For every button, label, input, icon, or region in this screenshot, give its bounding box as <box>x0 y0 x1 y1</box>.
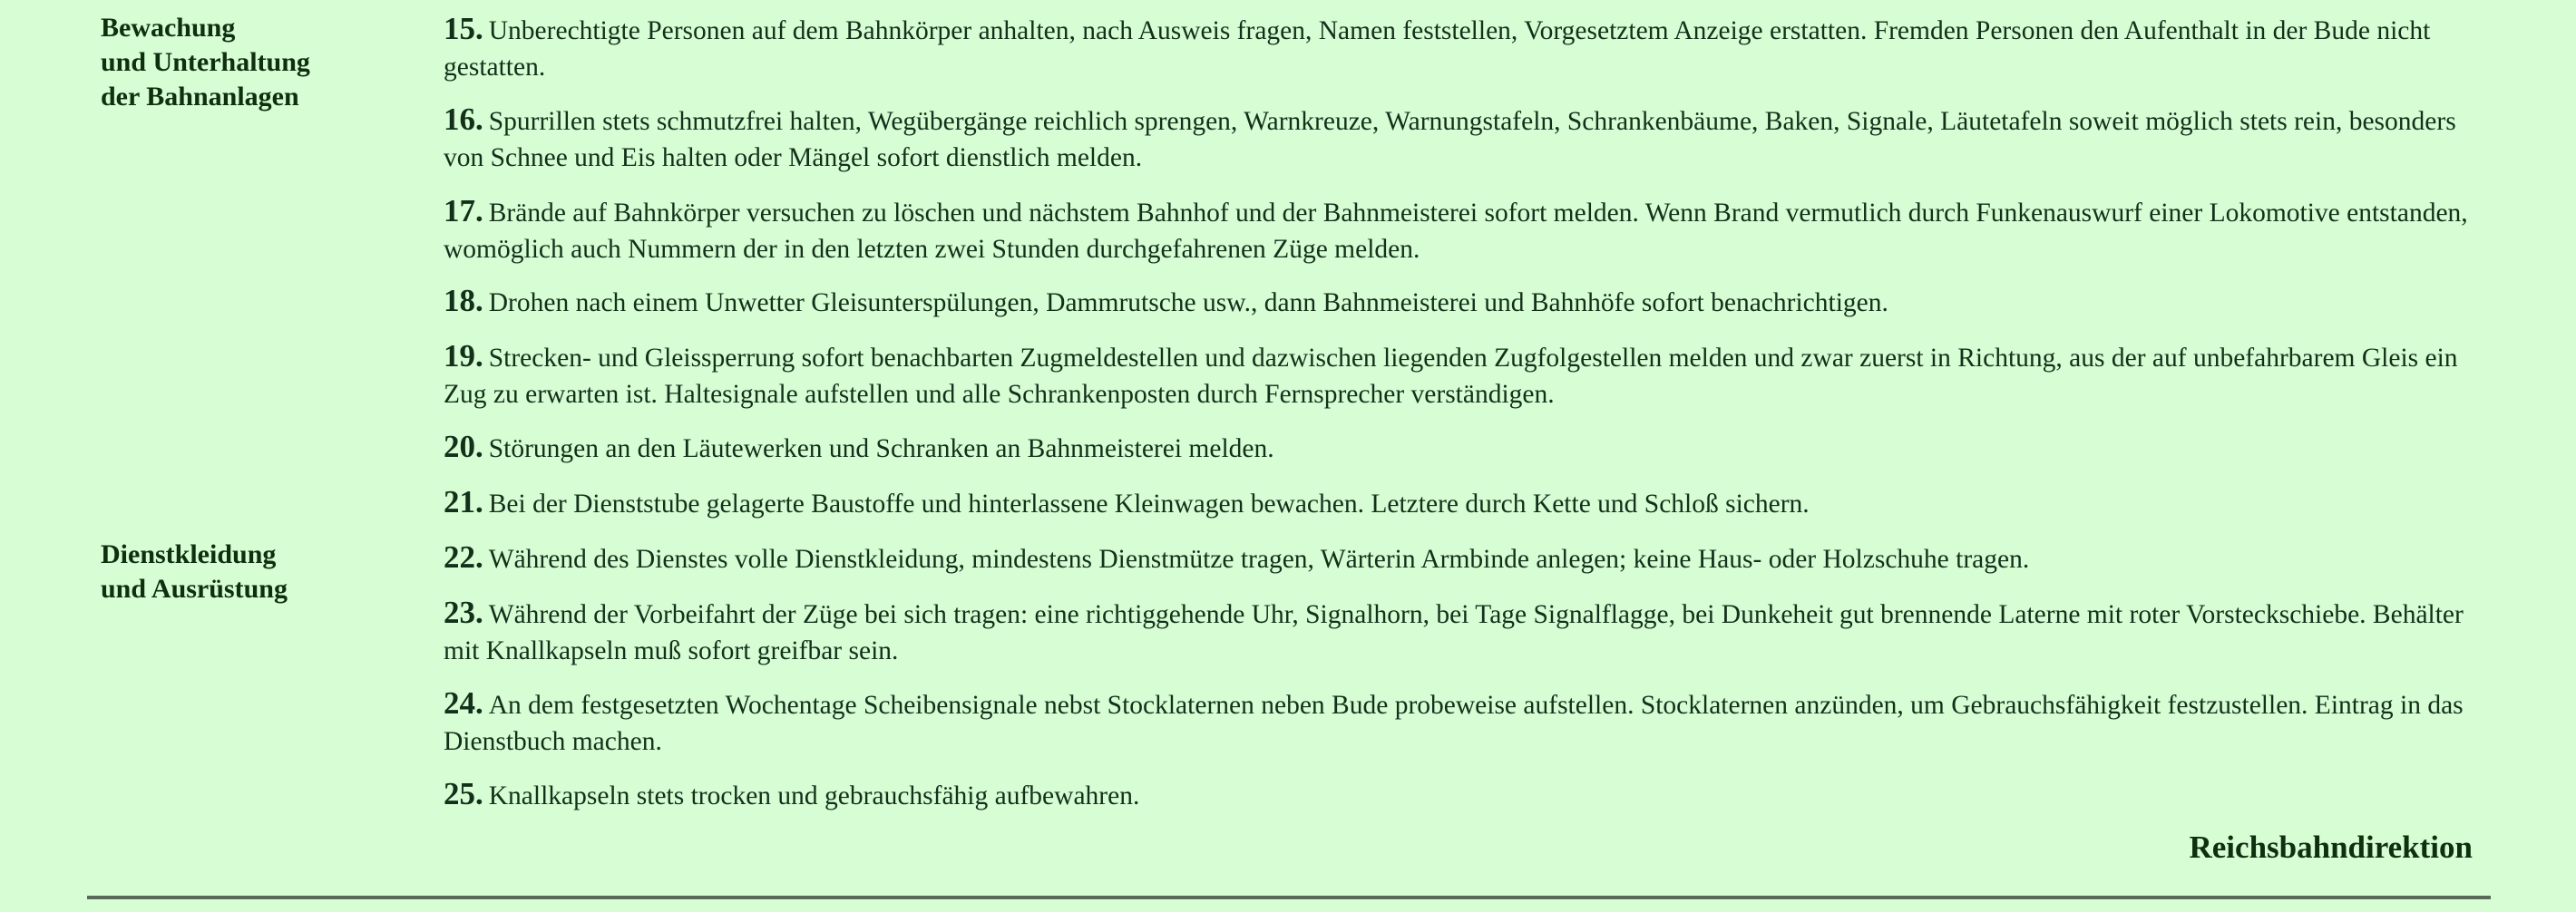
section-heading-line: der Bahnanlagen <box>101 82 299 112</box>
rule-15 <box>444 11 2475 85</box>
rule-20 <box>444 429 2475 467</box>
rule-21 <box>444 484 2475 522</box>
section-heading-line: Dienstkleidung <box>101 539 277 569</box>
rule-text: Brände auf Bahnkörper versuchen zu löschen und nächstem Bahnhof und der Bahnmeisterei sofort melden. Wenn Brand vermutlich durch Funkenauswurf einer Lokomotive entstanden, womöglich auch Nummern der in den letzten zwei Stunden durchgefahrenen Züge melden. <box>444 199 2468 264</box>
rule-text: Während der Vorbeifahrt der Züge bei sich tragen: eine richtiggehende Uhr, Signalhorn, bei Tage Signalflagge, bei Dunkeheit gut brennende Laterne mit roter Vorsteckschiebe. Behälter mit Knallkapseln muß sofort greifbar sein. <box>444 600 2464 665</box>
footer-divider <box>87 896 2491 899</box>
rule-text: Spurrillen stets schmutzfrei halten, Wegübergänge reichlich sprengen, Warnkreuze, Warnungstafeln, Schrankenbäume, Baken, Signale, Läutetafeln soweit möglich stets rein, besonders von Schnee und Eis halten oder Mängel sofort dienstlich melden. <box>444 107 2456 172</box>
rule-22 <box>444 539 2475 577</box>
rule-number: 20. <box>444 429 483 464</box>
rule-text: Während des Dienstes volle Dienstkleidung, mindestens Dienstmütze tragen, Wärterin Armbinde anlegen; keine Haus- oder Holzschuhe tragen. <box>488 545 2030 574</box>
rule-number: 23. <box>444 595 483 630</box>
rule-text: Knallkapseln stets trocken und gebrauchsfähig aufbewahren. <box>488 781 1140 810</box>
section-heading-bewachung <box>101 11 400 114</box>
rule-number: 19. <box>444 338 483 374</box>
rule-18 <box>444 283 2475 321</box>
rule-number: 22. <box>444 539 483 575</box>
rule-number: 24. <box>444 685 483 721</box>
rule-number: 15. <box>444 11 483 46</box>
rule-number: 18. <box>444 283 483 318</box>
rule-number: 16. <box>444 102 483 137</box>
rule-number: 17. <box>444 193 483 228</box>
rule-text: Drohen nach einem Unwetter Gleisunterspülungen, Dammrutsche usw., dann Bahnmeisterei und Bahnhöfe sofort benachrichtigen. <box>488 288 1888 317</box>
rule-25 <box>444 776 2475 814</box>
rule-19 <box>444 338 2475 412</box>
rule-16 <box>444 102 2475 176</box>
rule-text: Unberechtigte Personen auf dem Bahnkörper anhalten, nach Ausweis fragen, Namen feststellen, Vorgesetztem Anzeige erstatten. Fremden Personen den Aufenthalt in der Bude nicht gestatten. <box>444 16 2431 82</box>
rule-23 <box>444 595 2475 669</box>
rule-17 <box>444 193 2475 267</box>
rule-24 <box>444 685 2475 760</box>
section-heading-dienstkleidung <box>101 538 400 606</box>
rule-text: An dem festgesetzten Wochentage Scheibensignale nebst Stocklaternen neben Bude probeweise aufstellen. Stocklaternen anzünden, um Gebrauchsfähigkeit festzustellen. Eintrag in das Dienstbuch machen. <box>444 691 2464 756</box>
rule-text: Bei der Dienststube gelagerte Baustoffe und hinterlassene Kleinwagen bewachen. Letztere durch Kette und Schloß sichern. <box>488 490 1810 519</box>
rule-number: 25. <box>444 776 483 811</box>
section-heading-line: und Ausrüstung <box>101 574 288 604</box>
section-heading-line: und Unterhaltung <box>101 47 310 77</box>
rule-number: 21. <box>444 484 483 519</box>
rule-text: Strecken- und Gleissperrung sofort benachbarten Zugmeldestellen und dazwischen liegenden Zugfolgestellen melden und zwar zuerst in Richtung, aus der auf unbefahrbarem Gleis ein Zug zu erwarten ist. Haltesignale aufstellen und alle Schrankenposten durch Fernsprecher verständigen. <box>444 344 2458 409</box>
signature: Reichsbahndirektion <box>2189 830 2473 865</box>
section-heading-line: Bewachung <box>101 13 236 43</box>
rule-text: Störungen an den Läutewerken und Schranken an Bahnmeisterei melden. <box>488 434 1274 463</box>
